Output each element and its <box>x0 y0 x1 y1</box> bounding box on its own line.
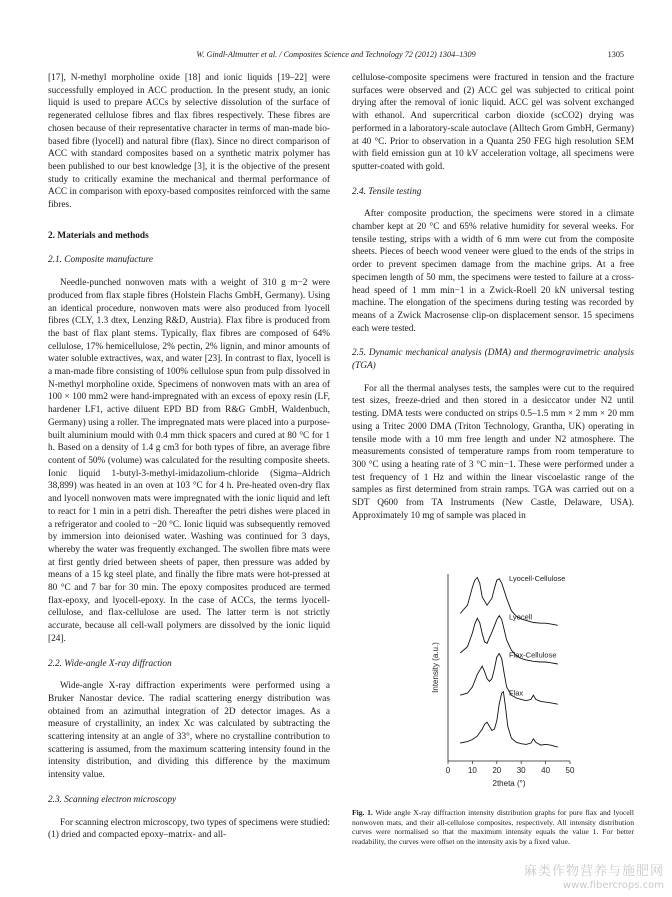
series-line-flax <box>460 692 558 747</box>
subsection-heading-tensile: 2.4. Tensile testing <box>352 186 422 197</box>
series-label: Lyocell <box>509 612 533 622</box>
paragraph-xrd: Wide-angle X-ray diffraction experiments were performed using a Bruker Nanostar device. The radial scattering energy distribution was obtained from an azimuthal integration of 2D detector images. As a measure of crystallinity, an index Xc was calculated by subtracting the scattering intensity at an angle of 33°, where no crystalline contribution to scattering is assumed, from the maximum scattering intensity found in the intensity distribution, and dividing this difference by the maximum intensity value. <box>48 681 330 781</box>
series-label: Lyocell-Cellulose <box>509 574 566 584</box>
figure-xrd <box>352 566 634 801</box>
right-column <box>352 72 634 523</box>
left-column <box>48 72 330 842</box>
subsection-heading-dma: 2.5. Dynamic mechanical analysis (DMA) and thermogravimetric analysis (TGA) <box>352 348 634 372</box>
x-tick-label: 20 <box>492 766 502 775</box>
x-axis-label: 2theta (°) <box>492 779 526 788</box>
series-label: Flax <box>509 688 524 698</box>
caption-label: Fig. 1. <box>352 808 373 817</box>
x-tick-label: 10 <box>467 766 477 775</box>
page-number: 1305 <box>607 50 624 59</box>
paragraph-sem: For scanning electron microscopy, two types of specimens were studied: (1) dried and compacted epoxy–matrix- and all- <box>48 817 330 841</box>
figure-caption <box>352 808 634 846</box>
xrd-chart <box>352 566 634 801</box>
caption-text: Wide angle X-ray diffraction intensity distribution graphs for pure flax and lyocell nonwoven mats, and their all-cellulose composites, respectively. All intensity distribution curves were normalised so that the maximum intensity equals the value 1. For better readability, the curves were offset on the intensity axis by a fixed value. <box>352 808 634 846</box>
y-axis-label: Intensity (a.u.) <box>431 642 440 693</box>
header-title: W. Gindl-Altmutter et al. / Composites Science and Technology 72 (2012) 1304–1309 <box>196 50 476 59</box>
section-heading-materials: 2. Materials and methods <box>48 230 149 241</box>
x-tick-label: 50 <box>565 766 575 775</box>
paragraph-tensile: After composite production, the specimens were stored in a climate chamber kept at 20 °C and 65% relative humidity for several weeks. For tensile testing, strips with a width of 6 mm were cut from the composite sheets. Pieces of beech wood veneer were glued to the ends of the strips in order to prevent specimen damage from the machine grips. At a free specimen length of 50 mm, the specimens were tested to failure at a cross-head speed of 1 mm min−1 in a Zwick-Roell 20 kN universal testing machine. The elongation of the specimens during testing was recorded by means of a Zwick Macrosense clip-on displacement sensor. 15 specimens each were tested. <box>352 209 634 334</box>
watermark-line1: 麻类作物营养与施肥网 <box>523 864 664 879</box>
x-tick-label: 30 <box>516 766 526 775</box>
paragraph-composite-manufacture: Needle-punched nonwoven mats with a weight of 310 g m−2 were produced from flax staple fibres (Holstein Flachs GmbH, Germany). Using an identical procedure, nonwoven mats were also produced from lyocell fibres (CLY, 1.3 dtex, Lenzing R&D, Austria). Flax fibre is produced from the bast of flax plant stems. Typically, flax fibres are composed of 64% cellulose, 17% hemicellulose, 2% pectin, 2% lignin, and minor amounts of water soluble extractives, wax, and water [23]. In contrast to flax, lyocell is a man-made fibre consisting of 100% cellulose spun from pulp dissolved in N-methyl morpholine oxide. Specimens of nonwoven mats with an area of 100 × 100 mm2 were hand-impregnated with an excess of epoxy resin (LF, hardener LF1, active diluent EPD BD from R&G GmbH, Waldenbuch, Germany) using a roller. The impregnated mats were placed into a purpose-built aluminium mould with 0.4 mm thick spacers and cured at 80 °C for 1 h. Based on a density of 1.4 g cm3 for both types of fibre, an average fibre content of 50% (volume) was calculated for the resulting composite sheets. Ionic liquid 1-butyl-3-methyl-imidazolium-chloride (Sigma–Aldrich 38,899) was heated in an oven at 103 °C for 4 h. Pre-heated oven-dry flax and lyocell nonwoven mats were impregnated with the ionic liquid and left to react for 1 min in a petri dish. Thereafter the petri dishes were placed in a refrigerator and cooled to −20 °C. Ionic liquid was subsequently removed by immersion into deionised water. Washing was continued for 3 days, whereby the water was frequently exchanged. The swollen fibre mats were at first gently dried between sheets of paper, then pressure was added by means of a 15 kg steel plate, and finally the fibre mats were hot-pressed at 80 °C and 7 bar for 30 min. The epoxy composites produced are termed flax-epoxy, and lyocell-epoxy. In the case of ACCs, the terms lyocell-cellulose, and flax-cellulose are used. The latter term is not strictly accurate, because all cell-wall polymers are dissolved by the ionic liquid [24]. <box>48 278 330 644</box>
intro-paragraph: [17], N-methyl morpholine oxide [18] and ionic liquids [19–22] were successfully employed in ACC production. In the present study, an ionic liquid is used to prepare ACCs by selective dissolution of the surface of regenerated cellulose fibres and flax fibres respectively. These fibres are chosen because of their representative character in terms of man-made bio-based fibre (lyocell) and natural fibre (flax). Since no direct comparison of ACC with standard composites based on a synthetic matrix polymer has been published to our best knowledge [3], it is the objective of the present study to critically examine the mechanical and thermal performance of ACC in comparison with epoxy-based composites reinforced with the same fibres. <box>48 73 330 211</box>
watermark-line2: www.fibercrops.com <box>562 880 664 891</box>
series-label: Flax-Cellulose <box>509 650 557 660</box>
x-tick-label: 0 <box>445 766 451 775</box>
paragraph-dma-tga: For all the thermal analyses tests, the samples were cut to the required test sizes, freeze-dried and then stored in a desiccator under N2 until testing. DMA tests were conducted on strips 0.5–1.5 mm × 2 mm × 20 mm using a Tritec 2000 DMA (Triton Technology, Grantha, UK) operating in tensile mode with a 10 mm free length and under N2 atmosphere. The measurements consisted of temperature ramps from room temperature to 300 °C using a heating rate of 3 °C min−1. These were performed under a test frequency of 1 Hz and within the linear viscoelastic range of the samples as first determined from strain ramps. TGA was carried out on a SDT Q600 from TA Instruments (New Castle, Delaware, USA). Approximately 10 mg of sample was placed in <box>352 383 634 521</box>
paragraph-sem-continued: cellulose-composite specimens were fractured in tension and the fracture surfaces were observed and (2) ACC gel was subjected to critical point drying after the removal of ionic liquid. ACC gel was solvent exchanged with ethanol. And supercritical carbon dioxide (scCO2) drying was performed in a laboratory-scale autoclave (Alltech Grom GmbH, Germany) at 40 °C. Prior to observation in a Quanta 250 FEG high resolution SEM with field emission gun at 10 kV acceleration voltage, all specimens were sputter-coated with gold. <box>352 73 634 172</box>
subsection-heading-xrd: 2.2. Wide-angle X-ray diffraction <box>48 658 172 669</box>
running-header <box>48 50 624 64</box>
subsection-heading-composite: 2.1. Composite manufacture <box>48 255 154 266</box>
subsection-heading-sem: 2.3. Scanning electron microscopy <box>48 794 177 805</box>
x-tick-label: 40 <box>541 766 551 775</box>
